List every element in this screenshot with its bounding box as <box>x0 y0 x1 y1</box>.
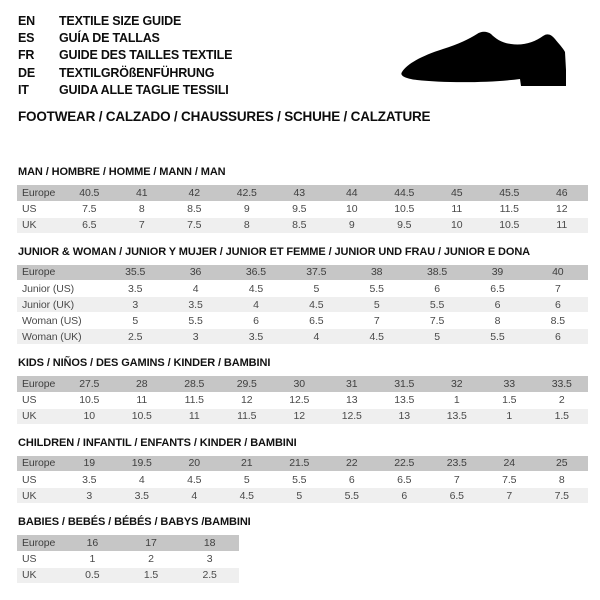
size-cell: 4.5 <box>221 488 274 504</box>
size-cell: 11.5 <box>483 201 536 217</box>
size-cell: 8.5 <box>273 217 326 233</box>
size-cell: 7.5 <box>63 201 116 217</box>
table-row <box>17 329 588 345</box>
size-cell: 12 <box>221 392 274 408</box>
language-label: GUIDE DES TAILLES TEXTILE <box>59 48 233 63</box>
size-cell: 11.5 <box>168 392 221 408</box>
language-label: TEXTILGRÖßENFÜHRUNG <box>59 65 215 80</box>
row-label: Europe <box>17 535 63 551</box>
size-cell: 17 <box>122 535 181 551</box>
row-label: Europe <box>17 376 63 392</box>
size-cell: 13.5 <box>378 392 431 408</box>
size-cell: 31 <box>326 376 379 392</box>
row-label: Woman (UK) <box>17 329 105 345</box>
size-cell: 6 <box>407 281 467 297</box>
size-cell: 41 <box>116 185 169 201</box>
size-cell: 2.5 <box>180 567 239 583</box>
size-cell: 9.5 <box>378 217 431 233</box>
size-cell: 4 <box>165 281 225 297</box>
language-code: FR <box>18 48 35 63</box>
size-cell: 33.5 <box>536 376 589 392</box>
table-row <box>17 265 588 281</box>
size-table <box>17 376 588 425</box>
size-cell: 8 <box>467 313 527 329</box>
size-cell: 11.5 <box>221 408 274 424</box>
size-table <box>17 185 588 234</box>
size-cell: 36 <box>165 265 225 281</box>
size-cell: 1 <box>483 408 536 424</box>
tables-container <box>17 166 588 596</box>
size-cell: 3.5 <box>165 297 225 313</box>
size-cell: 7.5 <box>407 313 467 329</box>
size-cell: 0.5 <box>63 567 122 583</box>
row-label: US <box>17 551 63 567</box>
table-row <box>17 376 588 392</box>
size-cell: 10 <box>326 201 379 217</box>
table-row <box>17 201 588 217</box>
size-cell: 11 <box>431 201 484 217</box>
size-table-section <box>17 516 588 584</box>
size-cell: 12 <box>273 408 326 424</box>
size-cell: 4.5 <box>347 329 407 345</box>
size-cell: 13 <box>326 392 379 408</box>
size-cell: 2 <box>536 392 589 408</box>
size-cell: 30 <box>273 376 326 392</box>
row-label: Europe <box>17 456 63 472</box>
size-cell: 3.5 <box>105 281 165 297</box>
size-cell: 5 <box>105 313 165 329</box>
size-cell: 19.5 <box>116 456 169 472</box>
size-cell: 1.5 <box>536 408 589 424</box>
size-cell: 27.5 <box>63 376 116 392</box>
size-cell: 4 <box>286 329 346 345</box>
size-cell: 10.5 <box>116 408 169 424</box>
size-cell: 21 <box>221 456 274 472</box>
size-cell: 1 <box>63 551 122 567</box>
size-cell: 11 <box>536 217 589 233</box>
table-title: JUNIOR & WOMAN / JUNIOR Y MUJER / JUNIOR ET FEMME / JUNIOR UND FRAU / JUNIOR E DONA <box>18 245 531 258</box>
size-cell: 12.5 <box>273 392 326 408</box>
size-cell: 4 <box>226 297 286 313</box>
size-cell: 21.5 <box>273 456 326 472</box>
size-cell: 6 <box>378 488 431 504</box>
size-table-section <box>17 166 588 234</box>
size-cell: 5 <box>221 472 274 488</box>
size-cell: 38.5 <box>407 265 467 281</box>
size-cell: 4.5 <box>226 281 286 297</box>
row-label: UK <box>17 408 63 424</box>
table-row <box>17 185 588 201</box>
size-cell: 5 <box>407 329 467 345</box>
table-row <box>17 551 239 567</box>
language-code: DE <box>18 65 35 80</box>
language-row <box>18 65 232 82</box>
size-cell: 7 <box>347 313 407 329</box>
size-cell: 19 <box>63 456 116 472</box>
size-cell: 3.5 <box>226 329 286 345</box>
size-cell: 6.5 <box>431 488 484 504</box>
size-cell: 5.5 <box>326 488 379 504</box>
language-row <box>18 30 232 47</box>
size-cell: 5 <box>273 488 326 504</box>
table-title: CHILDREN / INFANTIL / ENFANTS / KINDER / BAMBINI <box>18 436 297 449</box>
size-cell: 12.5 <box>326 408 379 424</box>
table-row <box>17 456 588 472</box>
size-cell: 3 <box>63 488 116 504</box>
size-cell: 22.5 <box>378 456 431 472</box>
size-cell: 4.5 <box>286 297 346 313</box>
row-label: Junior (UK) <box>17 297 105 313</box>
size-cell: 9 <box>326 217 379 233</box>
row-label: Junior (US) <box>17 281 105 297</box>
size-cell: 3 <box>105 297 165 313</box>
size-cell: 8.5 <box>528 313 588 329</box>
size-table <box>17 265 588 346</box>
language-code: ES <box>18 31 35 46</box>
size-cell: 5.5 <box>467 329 527 345</box>
size-cell: 12 <box>536 201 589 217</box>
size-cell: 45 <box>431 185 484 201</box>
size-cell: 38 <box>347 265 407 281</box>
size-cell: 8.5 <box>168 201 221 217</box>
table-row <box>17 472 588 488</box>
table-row <box>17 297 588 313</box>
size-cell: 3 <box>180 551 239 567</box>
size-cell: 5 <box>347 297 407 313</box>
size-cell: 4.5 <box>168 472 221 488</box>
size-cell: 5.5 <box>407 297 467 313</box>
size-cell: 39 <box>467 265 527 281</box>
category-title: FOOTWEAR / CALZADO / CHAUSSURES / SCHUHE / CALZATURE <box>18 109 431 124</box>
size-cell: 43 <box>273 185 326 201</box>
size-cell: 33 <box>483 376 536 392</box>
size-cell: 10.5 <box>63 392 116 408</box>
size-cell: 8 <box>116 201 169 217</box>
language-row <box>18 13 232 30</box>
row-label: UK <box>17 488 63 504</box>
table-row <box>17 408 588 424</box>
size-table <box>17 456 588 505</box>
size-cell: 7 <box>116 217 169 233</box>
size-cell: 28 <box>116 376 169 392</box>
size-cell: 7 <box>431 472 484 488</box>
table-title: BABIES / BEBÉS / BÉBÉS / BABYS /BAMBINI <box>18 516 251 528</box>
table-row <box>17 313 588 329</box>
size-cell: 18 <box>180 535 239 551</box>
table-row <box>17 392 588 408</box>
size-cell: 42 <box>168 185 221 201</box>
size-cell: 6 <box>226 313 286 329</box>
row-label: US <box>17 201 63 217</box>
table-row <box>17 488 588 504</box>
size-cell: 45.5 <box>483 185 536 201</box>
size-cell: 23.5 <box>431 456 484 472</box>
size-cell: 1.5 <box>122 567 181 583</box>
size-cell: 44 <box>326 185 379 201</box>
size-cell: 9 <box>221 201 274 217</box>
size-cell: 2.5 <box>105 329 165 345</box>
size-cell: 32 <box>431 376 484 392</box>
size-cell: 5 <box>286 281 346 297</box>
size-cell: 22 <box>326 456 379 472</box>
row-label: US <box>17 392 63 408</box>
size-cell: 11 <box>168 408 221 424</box>
size-table <box>17 535 239 584</box>
size-cell: 7 <box>483 488 536 504</box>
table-row <box>17 217 588 233</box>
language-row <box>18 47 232 64</box>
size-cell: 6.5 <box>378 472 431 488</box>
table-row <box>17 535 239 551</box>
size-cell: 8 <box>536 472 589 488</box>
size-cell: 11 <box>116 392 169 408</box>
language-label: GUIDA ALLE TAGLIE TESSILI <box>59 82 229 97</box>
size-cell: 44.5 <box>378 185 431 201</box>
size-cell: 13.5 <box>431 408 484 424</box>
size-cell: 7.5 <box>168 217 221 233</box>
size-cell: 2 <box>122 551 181 567</box>
size-cell: 5.5 <box>273 472 326 488</box>
size-cell: 29.5 <box>221 376 274 392</box>
row-label: Woman (US) <box>17 313 105 329</box>
size-cell: 10 <box>63 408 116 424</box>
size-cell: 36.5 <box>226 265 286 281</box>
size-cell: 6.5 <box>467 281 527 297</box>
size-table-section <box>17 246 588 346</box>
row-label: UK <box>17 567 63 583</box>
size-cell: 3.5 <box>116 488 169 504</box>
size-cell: 9.5 <box>273 201 326 217</box>
table-row <box>17 281 588 297</box>
size-cell: 3 <box>165 329 225 345</box>
size-cell: 10.5 <box>483 217 536 233</box>
size-cell: 24 <box>483 456 536 472</box>
size-cell: 35.5 <box>105 265 165 281</box>
dress-shoe-icon <box>399 30 569 90</box>
table-title: MAN / HOMBRE / HOMME / MANN / MAN <box>18 166 226 178</box>
row-label: US <box>17 472 63 488</box>
size-cell: 7 <box>528 281 588 297</box>
size-cell: 4 <box>168 488 221 504</box>
language-code: EN <box>18 14 35 28</box>
size-cell: 6 <box>326 472 379 488</box>
size-cell: 37.5 <box>286 265 346 281</box>
size-cell: 42.5 <box>221 185 274 201</box>
size-cell: 5.5 <box>347 281 407 297</box>
size-cell: 10 <box>431 217 484 233</box>
size-table-section <box>17 437 588 505</box>
size-cell: 1 <box>431 392 484 408</box>
language-label: TEXTILE SIZE GUIDE <box>59 14 182 28</box>
row-label: Europe <box>17 185 63 201</box>
table-row <box>17 567 239 583</box>
size-cell: 6 <box>528 297 588 313</box>
language-code: IT <box>18 82 29 97</box>
size-cell: 25 <box>536 456 589 472</box>
size-cell: 28.5 <box>168 376 221 392</box>
size-cell: 6 <box>467 297 527 313</box>
size-cell: 40 <box>528 265 588 281</box>
size-cell: 7.5 <box>483 472 536 488</box>
table-title: KIDS / NIÑOS / DES GAMINS / KINDER / BAMBINI <box>18 357 271 369</box>
language-label: GUÍA DE TALLAS <box>59 31 160 46</box>
language-list <box>18 13 232 99</box>
row-label: UK <box>17 217 63 233</box>
size-cell: 6.5 <box>63 217 116 233</box>
size-cell: 6.5 <box>286 313 346 329</box>
size-cell: 1.5 <box>483 392 536 408</box>
size-cell: 3.5 <box>63 472 116 488</box>
size-cell: 31.5 <box>378 376 431 392</box>
size-cell: 46 <box>536 185 589 201</box>
size-cell: 5.5 <box>165 313 225 329</box>
size-cell: 16 <box>63 535 122 551</box>
row-label: Europe <box>17 265 105 281</box>
size-cell: 8 <box>221 217 274 233</box>
language-row <box>18 82 232 99</box>
size-cell: 7.5 <box>536 488 589 504</box>
size-cell: 20 <box>168 456 221 472</box>
size-cell: 6 <box>528 329 588 345</box>
size-cell: 10.5 <box>378 201 431 217</box>
size-cell: 4 <box>116 472 169 488</box>
size-cell: 40.5 <box>63 185 116 201</box>
size-table-section <box>17 357 588 425</box>
size-cell: 13 <box>378 408 431 424</box>
